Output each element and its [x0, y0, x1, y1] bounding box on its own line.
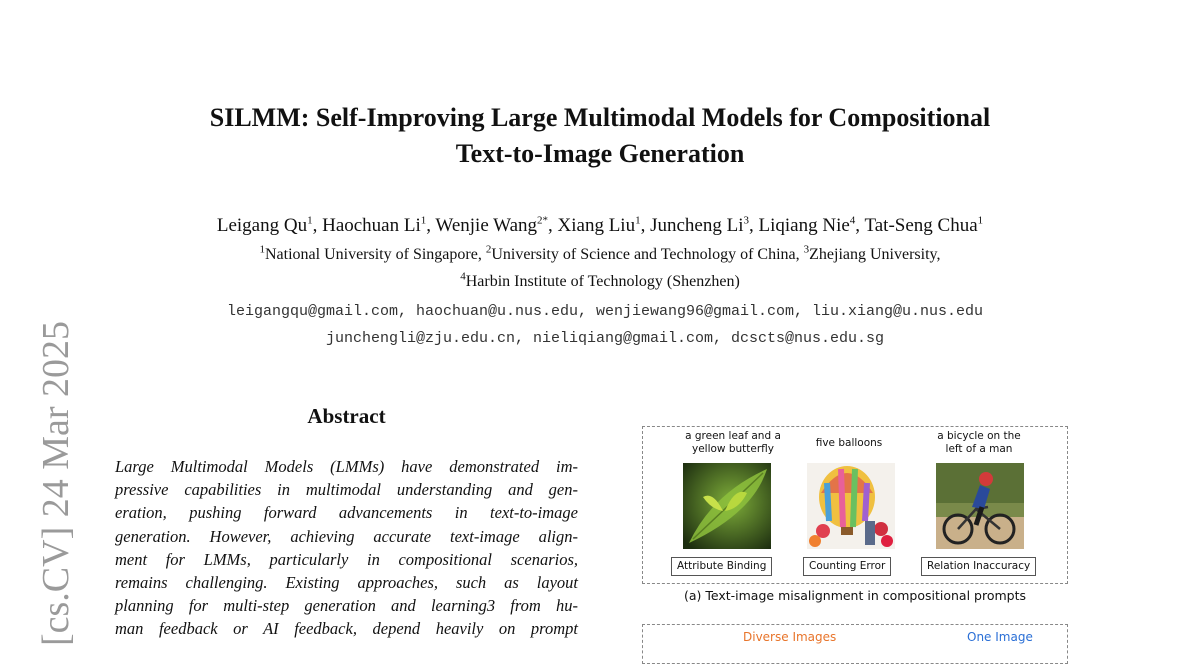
tag-relation-inaccuracy: Relation Inaccuracy [921, 557, 1036, 576]
author: Haochuan Li$^1$, [322, 214, 436, 236]
prompt-text: a bicycle on the left of a man [937, 430, 1021, 455]
figure-caption-a: (a) Text-image misalignment in compositional prompts [683, 588, 1027, 603]
bicycle-man-image [936, 463, 1024, 549]
email-line-1[interactable]: leigangqu@gmail.com, haochuan@u.nus.edu, wenjiewang96@gmail.com, liu.xiang@u.nus.edu [226, 303, 984, 320]
abstract-line: remains challenging. Existing approaches, such as layout [115, 572, 578, 592]
author: Leigang Qu$^1$, [216, 214, 323, 236]
leaf-butterfly-image [683, 463, 771, 549]
arxiv-stamp-svg [18, 300, 90, 648]
author: Juncheng Li$^3$, [650, 214, 759, 236]
label-diverse-images: Diverse Images [743, 630, 837, 644]
arxiv-stamp [18, 300, 90, 648]
affiliations-line-1: $^1$National University of Singapore, $^2$University of Science and Technology of China, $^3$Zhejiang University, [259, 243, 941, 263]
abstract-line: eration, pushing forward advancements in text-to-image [115, 503, 578, 523]
prompt-text: five balloons [815, 437, 883, 449]
title-line-1: SILMM: Self-Improving Large Multimodal Models for Compositional [209, 103, 991, 132]
abstract-body [115, 455, 578, 641]
abstract-heading: Abstract [307, 404, 386, 428]
abstract-line: ment for LMMs, particularly in compositional scenarios, [115, 549, 578, 569]
label-one-image: One Image [967, 630, 1033, 644]
figure-panel-a [642, 426, 1068, 584]
abstract-line: generation. However, achieving accurate text-image align- [115, 526, 578, 546]
paper-title [100, 100, 1100, 172]
abstract-line: man feedback or AI feedback, depend heavily on prompt [115, 619, 578, 639]
author: Xiang Liu$^1$, [557, 214, 651, 236]
tag-attribute-binding: Attribute Binding [671, 557, 772, 576]
balloons-image [807, 463, 895, 549]
prompt-text: a green leaf and a yellow butterfly [685, 430, 781, 455]
arxiv-stamp-text: [cs.CV] 24 Mar 2025 [35, 320, 77, 646]
author: Tat-Seng Chua$^1$ [864, 214, 984, 236]
affiliations-line-2: $^4$Harbin Institute of Technology (Shenzhen) [460, 270, 740, 290]
author: Wenjie Wang$^{2*}$, [435, 214, 558, 236]
abstract-line: pressive capabilities in multimodal understanding and gen- [115, 480, 578, 500]
tag-counting-error: Counting Error [803, 557, 891, 576]
author: Liqiang Nie$^4$, [758, 214, 865, 236]
abstract-line: planning for multi-step generation and learning3 from hu- [115, 596, 578, 616]
author-list [100, 213, 1100, 239]
abstract-line: Large Multimodal Models (LMMs) have demonstrated im- [115, 457, 578, 476]
email-line-2[interactable]: junchengli@zju.edu.cn, nieliqiang@gmail.com, dcscts@nus.edu.sg [325, 330, 885, 347]
title-line-2: Text-to-Image Generation [455, 139, 745, 168]
